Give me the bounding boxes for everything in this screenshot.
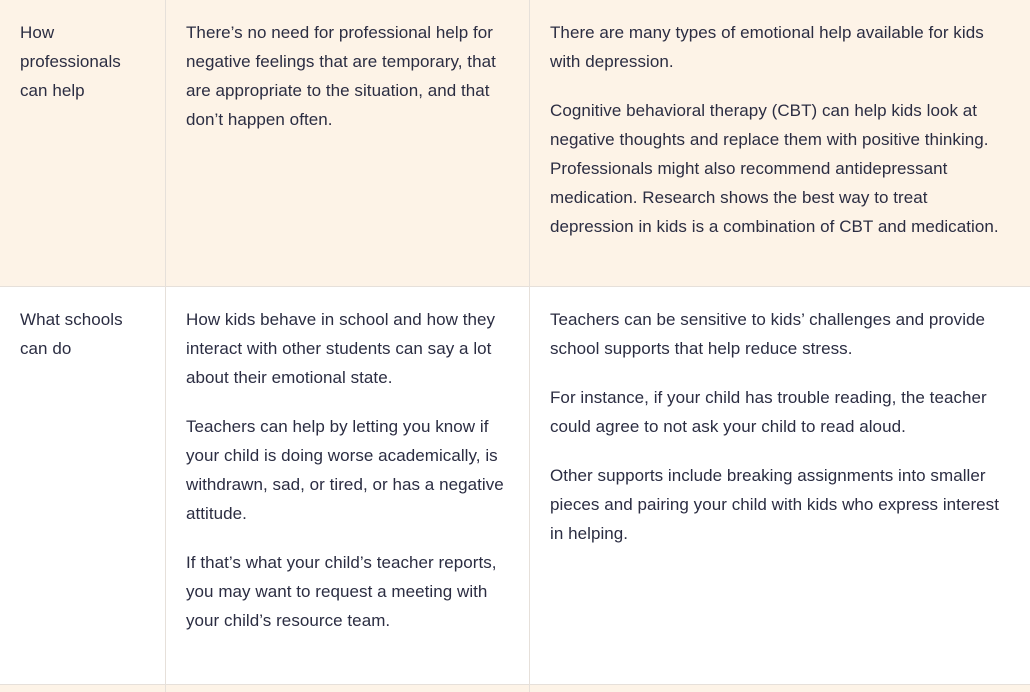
column-b-cell [530,287,1030,684]
table-row-professionals [0,0,1030,287]
cell-paragraph: Teachers can be sensitive to kids’ challenges and provide school supports that help reduce stress. [550,310,986,358]
cell-paragraph: Cognitive behavioral therapy (CBT) can help kids look at negative thoughts and replace them with positive thinking. Professionals might also recommend antidepressant medication. Research shows the best way to treat depression in kids is a combination of CBT and medication. [550,101,999,236]
column-a-cell [166,0,530,286]
cell-paragraph: If that’s what your child’s teacher reports, you may want to request a meeting with your child’s resource team. [186,553,497,630]
cell-paragraph: For instance, if your child has trouble reading, the teacher could agree to not ask your child to read aloud. [550,388,987,436]
cell-paragraph: How kids behave in school and how they interact with other students can say a lot about their emotional state. [186,310,496,387]
column-a-cell [166,685,530,692]
cell-paragraph: There are many types of emotional help available for kids with depression. [550,23,984,71]
column-b-cell [530,685,1030,692]
column-a-cell [166,287,530,684]
row-label: How professionals can help [20,23,121,100]
table-row-next [0,685,1030,692]
row-label: What schools can do [20,310,123,358]
row-label-cell [0,287,166,684]
table-row-schools [0,287,1030,685]
cell-paragraph: There’s no need for professional help for negative feelings that are temporary, that are appropriate to the situation, and that don’t happen often. [186,23,496,129]
column-b-cell [530,0,1030,286]
row-label-cell [0,0,166,286]
cell-paragraph: Other supports include breaking assignments into smaller pieces and pairing your child with kids who express interest in helping. [550,466,1000,543]
cell-paragraph: Teachers can help by letting you know if your child is doing worse academically, is withdrawn, sad, or tired, or has a negative attitude. [186,417,504,523]
row-label-cell [0,685,166,692]
